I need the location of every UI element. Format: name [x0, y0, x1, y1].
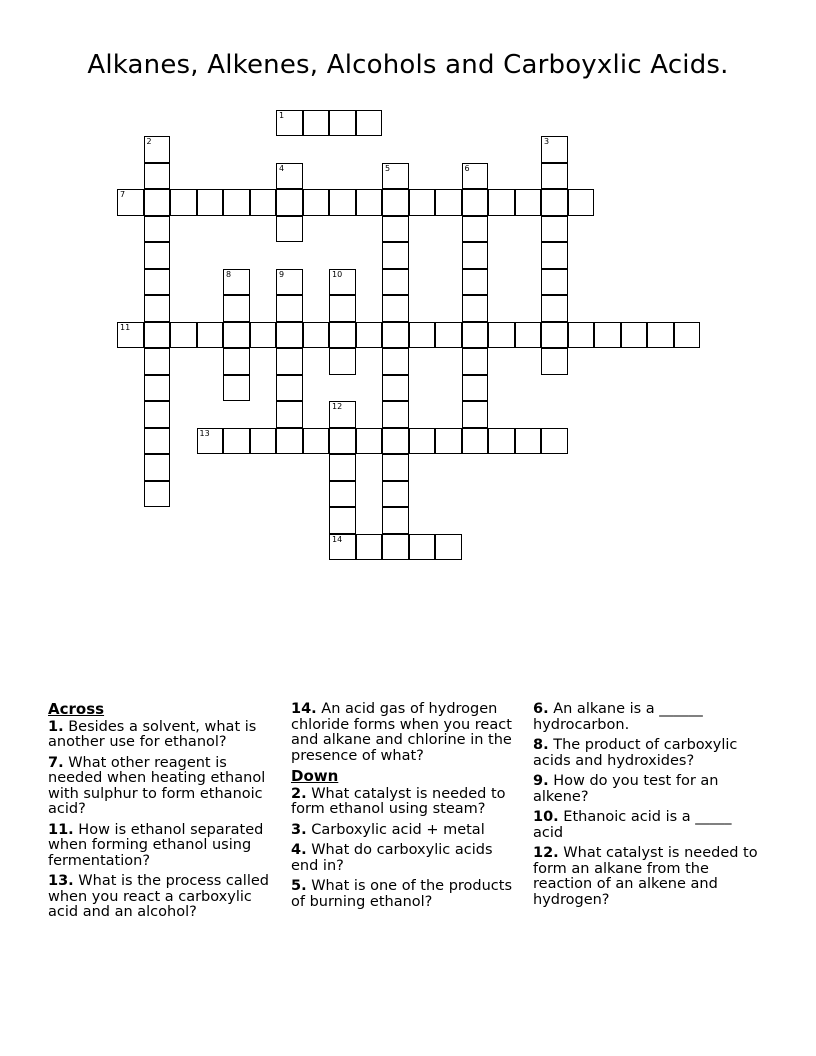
- grid-cell[interactable]: [462, 428, 489, 455]
- grid-cell[interactable]: [515, 189, 542, 216]
- grid-cell[interactable]: [462, 295, 489, 322]
- grid-cell[interactable]: [594, 322, 621, 349]
- clue-across-14: 14. An acid gas of hydrogen chloride forms when you react and alkane and chlorine in the presence of what?: [291, 701, 512, 764]
- grid-cell[interactable]: [276, 295, 303, 322]
- grid-cell[interactable]: [647, 322, 674, 349]
- clue-across-13: 13. What is the process called when you react a carboxylic acid and an alcohol?: [48, 873, 269, 920]
- grid-cell[interactable]: [276, 428, 303, 455]
- grid-cell[interactable]: [541, 189, 568, 216]
- grid-cell[interactable]: [144, 216, 171, 243]
- grid-cell[interactable]: [303, 428, 330, 455]
- grid-cell[interactable]: [144, 189, 171, 216]
- clue-number: 8: [226, 269, 232, 279]
- grid-cell[interactable]: [329, 481, 356, 508]
- grid-cell[interactable]: [303, 189, 330, 216]
- clue-number: 10: [332, 269, 343, 279]
- grid-cell[interactable]: [329, 269, 356, 296]
- grid-cell[interactable]: [276, 322, 303, 349]
- grid-cell[interactable]: [223, 428, 250, 455]
- clue-down-10: 10. Ethanoic acid is a _____ acid: [533, 809, 732, 841]
- clue-number: 7: [120, 190, 126, 199]
- clue-number: 1: [279, 110, 285, 120]
- grid-cell[interactable]: [462, 401, 489, 428]
- grid-cell[interactable]: [144, 401, 171, 428]
- grid-cell[interactable]: [197, 428, 224, 455]
- grid-cell[interactable]: [356, 322, 383, 349]
- grid-cell[interactable]: [382, 269, 409, 296]
- grid-cell[interactable]: [329, 322, 356, 349]
- grid-cell[interactable]: [674, 322, 701, 349]
- grid-cell[interactable]: [382, 454, 409, 481]
- grid-cell[interactable]: [382, 428, 409, 455]
- grid-cell[interactable]: [144, 348, 171, 375]
- grid-cell[interactable]: [329, 295, 356, 322]
- grid-cell[interactable]: [144, 136, 171, 163]
- clues-column-1: [48, 702, 278, 926]
- clue-down-4: 4. What do carboxylic acids end in?: [291, 842, 493, 874]
- grid-cell[interactable]: [382, 375, 409, 402]
- grid-cell[interactable]: [276, 348, 303, 375]
- page-title: Alkanes, Alkenes, Alcohols and Carboyxlic Acids.: [87, 50, 729, 80]
- grid-cell[interactable]: [329, 507, 356, 534]
- grid-cell[interactable]: [250, 189, 277, 216]
- grid-cell[interactable]: [356, 189, 383, 216]
- grid-cell[interactable]: [462, 163, 489, 190]
- grid-cell[interactable]: [382, 163, 409, 190]
- grid-cell[interactable]: [223, 295, 250, 322]
- grid-cell[interactable]: [541, 136, 568, 163]
- grid-cell[interactable]: [382, 189, 409, 216]
- across-heading: Across: [48, 700, 105, 718]
- grid-cell[interactable]: [435, 189, 462, 216]
- grid-cell[interactable]: [541, 242, 568, 269]
- clues-column-3: [533, 702, 763, 913]
- grid-cell[interactable]: [462, 322, 489, 349]
- grid-cell[interactable]: [250, 428, 277, 455]
- grid-cell[interactable]: [223, 375, 250, 402]
- grid-cell[interactable]: [515, 428, 542, 455]
- grid-cell[interactable]: [356, 110, 383, 137]
- grid-cell[interactable]: [541, 348, 568, 375]
- grid-cell[interactable]: [462, 189, 489, 216]
- grid-cell[interactable]: [541, 428, 568, 455]
- grid-cell[interactable]: [144, 375, 171, 402]
- clue-number: 12: [332, 402, 343, 411]
- grid-cell[interactable]: [329, 454, 356, 481]
- clue-number: 4: [279, 163, 285, 173]
- grid-cell[interactable]: [223, 269, 250, 296]
- grid-cell[interactable]: [382, 322, 409, 349]
- clue-across-1: 1. Besides a solvent, what is another use for ethanol?: [48, 718, 257, 750]
- down-heading: Down: [291, 767, 339, 785]
- grid-cell[interactable]: [382, 348, 409, 375]
- grid-cell[interactable]: [144, 163, 171, 190]
- grid-cell[interactable]: [144, 481, 171, 508]
- grid-cell[interactable]: [276, 401, 303, 428]
- grid-cell[interactable]: [197, 322, 224, 349]
- grid-cell[interactable]: [276, 189, 303, 216]
- grid-cell[interactable]: [170, 322, 197, 349]
- grid-cell[interactable]: [329, 348, 356, 375]
- grid-cell[interactable]: [382, 216, 409, 243]
- grid-cell[interactable]: [462, 242, 489, 269]
- grid-cell[interactable]: [382, 534, 409, 561]
- clues-column-2: [291, 702, 521, 915]
- grid-cell[interactable]: [356, 534, 383, 561]
- grid-cell[interactable]: [329, 110, 356, 137]
- grid-cell[interactable]: [541, 163, 568, 190]
- grid-cell[interactable]: [541, 322, 568, 349]
- grid-cell[interactable]: [276, 163, 303, 190]
- clue-down-8: 8. The product of carboxylic acids and hydroxides?: [533, 737, 738, 769]
- grid-cell[interactable]: [329, 428, 356, 455]
- grid-cell[interactable]: [541, 216, 568, 243]
- clue-down-2: 2. What catalyst is needed to form ethanol using steam?: [291, 785, 506, 817]
- grid-cell[interactable]: [382, 507, 409, 534]
- grid-cell[interactable]: [170, 189, 197, 216]
- grid-cell[interactable]: [144, 454, 171, 481]
- clue-down-12: 12. What catalyst is needed to form an alkane from the reaction of an alkene and hydrogen?: [533, 845, 758, 908]
- clue-down-3: 3. Carboxylic acid + metal: [291, 821, 485, 838]
- grid-cell[interactable]: [409, 322, 436, 349]
- grid-cell[interactable]: [144, 242, 171, 269]
- grid-cell[interactable]: [515, 322, 542, 349]
- grid-cell[interactable]: [303, 110, 330, 137]
- grid-cell[interactable]: [488, 322, 515, 349]
- grid-cell[interactable]: [488, 189, 515, 216]
- grid-cell[interactable]: [462, 375, 489, 402]
- grid-cell[interactable]: [223, 322, 250, 349]
- grid-cell[interactable]: [117, 189, 144, 216]
- grid-cell[interactable]: [329, 401, 356, 428]
- clue-number: 9: [279, 269, 285, 279]
- clue-number: 5: [385, 163, 391, 173]
- grid-cell[interactable]: [382, 481, 409, 508]
- clue-number: 3: [544, 137, 550, 146]
- grid-cell[interactable]: [144, 428, 171, 455]
- grid-cell[interactable]: [409, 189, 436, 216]
- grid-cell[interactable]: [568, 322, 595, 349]
- grid-cell[interactable]: [621, 322, 648, 349]
- grid-cell[interactable]: [435, 428, 462, 455]
- grid-cell[interactable]: [462, 216, 489, 243]
- clue-number: 14: [332, 534, 343, 544]
- grid-cell[interactable]: [382, 295, 409, 322]
- grid-cell[interactable]: [276, 269, 303, 296]
- grid-cell[interactable]: [303, 322, 330, 349]
- grid-cell[interactable]: [144, 269, 171, 296]
- grid-cell[interactable]: [462, 348, 489, 375]
- clue-down-6: 6. An alkane is a ______ hydrocarbon.: [533, 701, 703, 733]
- clue-down-9: 9. How do you test for an alkene?: [533, 773, 719, 805]
- clue-across-7: 7. What other reagent is needed when heating ethanol with sulphur to form ethanoic acid?: [48, 754, 266, 817]
- clue-across-11: 11. How is ethanol separated when forming ethanol using fermentation?: [48, 821, 264, 869]
- grid-cell[interactable]: [435, 322, 462, 349]
- grid-cell[interactable]: [276, 375, 303, 402]
- grid-cell[interactable]: [329, 534, 356, 561]
- grid-cell[interactable]: [197, 189, 224, 216]
- grid-cell[interactable]: [541, 295, 568, 322]
- grid-cell[interactable]: [329, 189, 356, 216]
- grid-cell[interactable]: [223, 348, 250, 375]
- grid-cell[interactable]: [144, 322, 171, 349]
- grid-cell[interactable]: [382, 242, 409, 269]
- grid-cell[interactable]: [276, 110, 303, 137]
- clue-number: 2: [146, 137, 152, 146]
- grid-cell[interactable]: [568, 189, 595, 216]
- clue-number: 6: [464, 163, 470, 173]
- grid-cell[interactable]: [144, 295, 171, 322]
- grid-cell[interactable]: [409, 428, 436, 455]
- grid-cell[interactable]: [276, 216, 303, 243]
- grid-cell[interactable]: [541, 269, 568, 296]
- grid-cell[interactable]: [223, 189, 250, 216]
- grid-cell[interactable]: [462, 269, 489, 296]
- grid-cell[interactable]: [117, 322, 144, 349]
- grid-cell[interactable]: [409, 534, 436, 561]
- clue-number: 13: [199, 428, 210, 438]
- grid-cell[interactable]: [250, 322, 277, 349]
- clue-down-5: 5. What is one of the products of burning ethanol?: [291, 878, 513, 910]
- grid-cell[interactable]: [382, 401, 409, 428]
- grid-cell[interactable]: [488, 428, 515, 455]
- grid-cell[interactable]: [435, 534, 462, 561]
- grid-cell[interactable]: [356, 428, 383, 455]
- clue-number: 11: [120, 322, 131, 332]
